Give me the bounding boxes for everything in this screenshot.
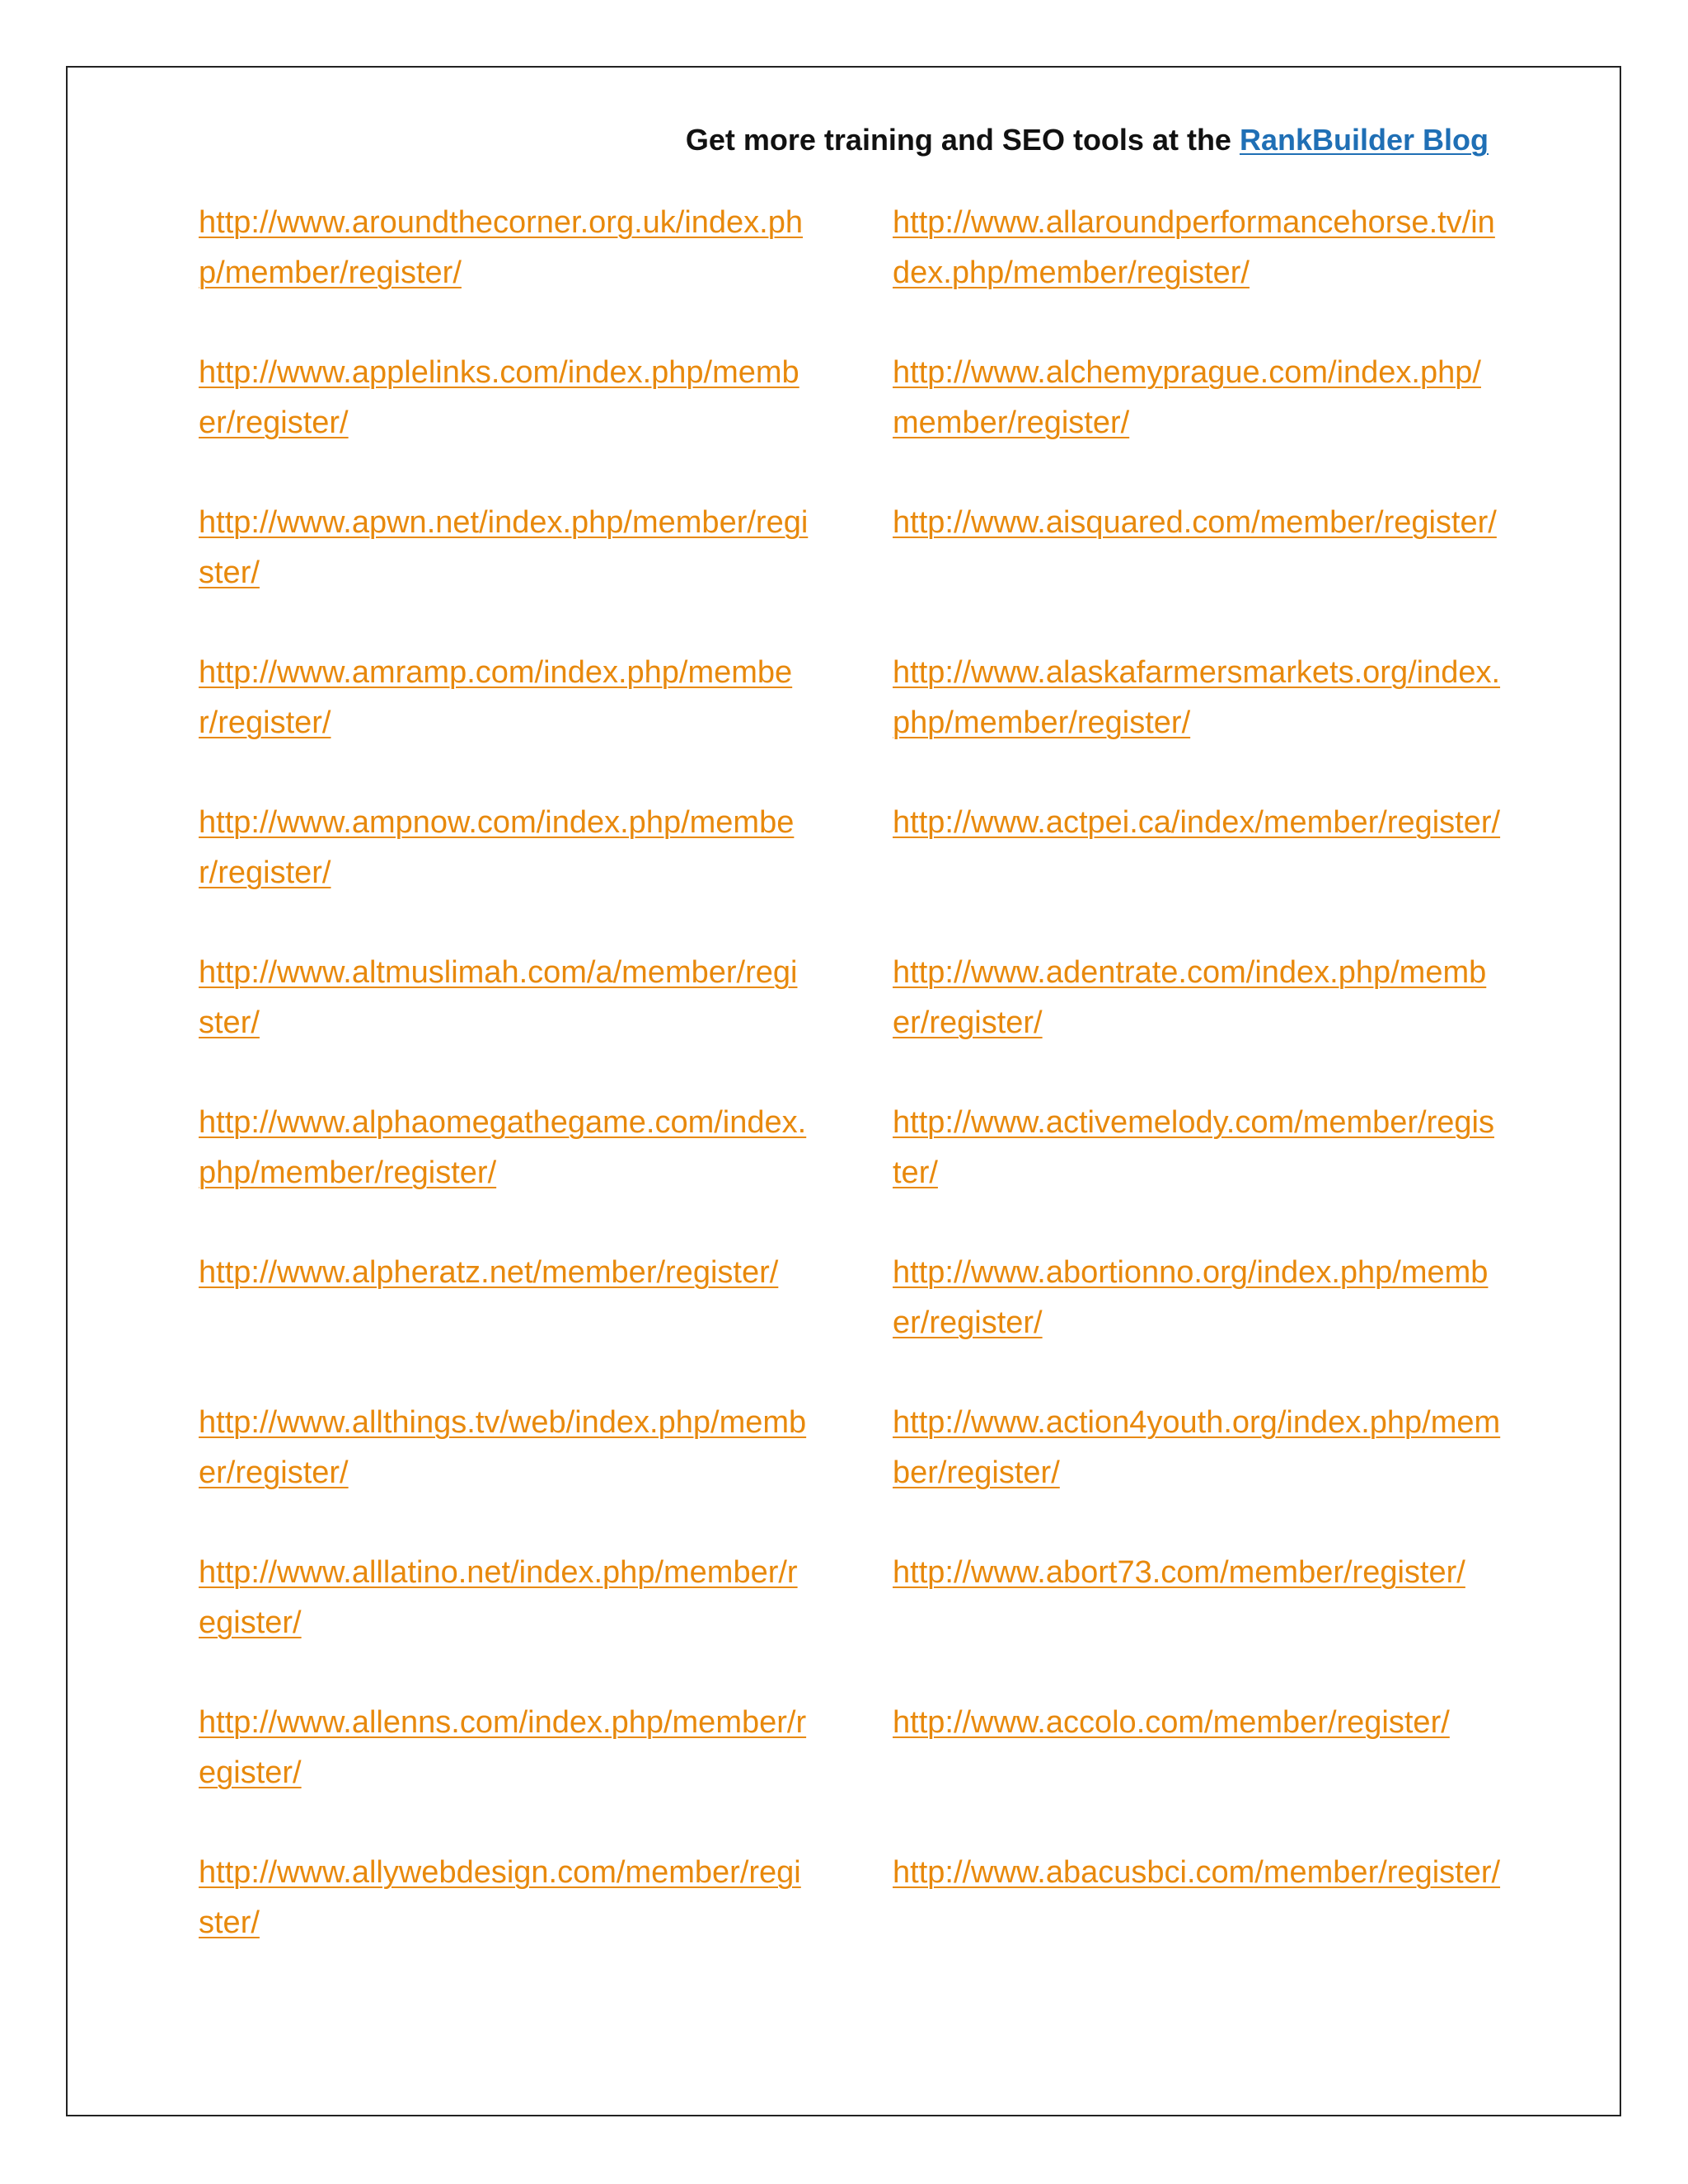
register-url-link[interactable]: http://www.allaroundperformancehorse.tv/index.php/member/register/ [893, 205, 1495, 290]
register-url-link[interactable]: http://www.allthings.tv/web/index.php/member/register/ [199, 1405, 807, 1490]
register-url-link[interactable]: http://www.alpheratz.net/member/register/ [199, 1255, 779, 1290]
list-item [199, 1848, 809, 1998]
register-url-link[interactable]: http://www.alllatino.net/index.php/member/register/ [199, 1555, 798, 1640]
list-item [199, 1698, 809, 1848]
register-url-link[interactable]: http://www.amramp.com/index.php/member/register/ [199, 655, 793, 740]
register-url-link[interactable]: http://www.aisquared.com/member/register/ [893, 505, 1497, 540]
register-url-link[interactable]: http://www.abortionno.org/index.php/member/register/ [893, 1255, 1489, 1340]
rankbuilder-blog-link[interactable]: RankBuilder Blog [1239, 123, 1489, 157]
list-item [199, 1098, 809, 1248]
list-item [893, 648, 1503, 798]
register-url-link[interactable]: http://www.action4youth.org/index.php/member/register/ [893, 1405, 1501, 1490]
list-item [199, 648, 809, 798]
list-item [893, 1848, 1503, 1998]
list-item [199, 348, 809, 498]
list-item [199, 198, 809, 348]
list-item [893, 198, 1503, 348]
header-line [686, 125, 1489, 155]
register-url-link[interactable]: http://www.accolo.com/member/register/ [893, 1705, 1450, 1740]
register-url-link[interactable]: http://www.apwn.net/index.php/member/register/ [199, 505, 809, 590]
list-item [199, 798, 809, 948]
list-item [893, 1248, 1503, 1398]
register-url-link[interactable]: http://www.ampnow.com/index.php/member/register/ [199, 805, 795, 890]
register-url-link[interactable]: http://www.allywebdesign.com/member/register/ [199, 1855, 801, 1940]
list-item [199, 948, 809, 1098]
register-url-link[interactable]: http://www.alphaomegathegame.com/index.php/member/register/ [199, 1105, 807, 1190]
register-url-link[interactable]: http://www.alaskafarmersmarkets.org/index.php/member/register/ [893, 655, 1501, 740]
list-item [199, 1248, 809, 1398]
register-url-link[interactable]: http://www.allenns.com/index.php/member/register/ [199, 1705, 807, 1790]
right-url-column [893, 198, 1503, 1998]
register-url-link[interactable]: http://www.abacusbci.com/member/register/ [893, 1855, 1501, 1890]
list-item [893, 1698, 1503, 1848]
list-item [199, 498, 809, 648]
register-url-link[interactable]: http://www.adentrate.com/index.php/member/register/ [893, 955, 1487, 1040]
register-url-link[interactable]: http://www.alchemyprague.com/index.php/member/register/ [893, 355, 1481, 440]
list-item [893, 1098, 1503, 1248]
list-item [893, 948, 1503, 1098]
register-url-link[interactable]: http://www.actpei.ca/index/member/register/ [893, 805, 1501, 840]
register-url-link[interactable]: http://www.applelinks.com/index.php/member/register/ [199, 355, 799, 440]
list-item [893, 348, 1503, 498]
header-prefix: Get more training and SEO tools at the [685, 123, 1240, 157]
list-item [893, 498, 1503, 648]
list-item [893, 798, 1503, 948]
register-url-link[interactable]: http://www.abort73.com/member/register/ [893, 1555, 1465, 1590]
list-item [893, 1548, 1503, 1698]
list-item [199, 1398, 809, 1548]
register-url-link[interactable]: http://www.altmuslimah.com/a/member/register/ [199, 955, 798, 1040]
list-item [893, 1398, 1503, 1548]
list-item [199, 1548, 809, 1698]
register-url-link[interactable]: http://www.activemelody.com/member/register/ [893, 1105, 1494, 1190]
left-url-column [199, 198, 809, 1998]
register-url-link[interactable]: http://www.aroundthecorner.org.uk/index.php/member/register/ [199, 205, 804, 290]
